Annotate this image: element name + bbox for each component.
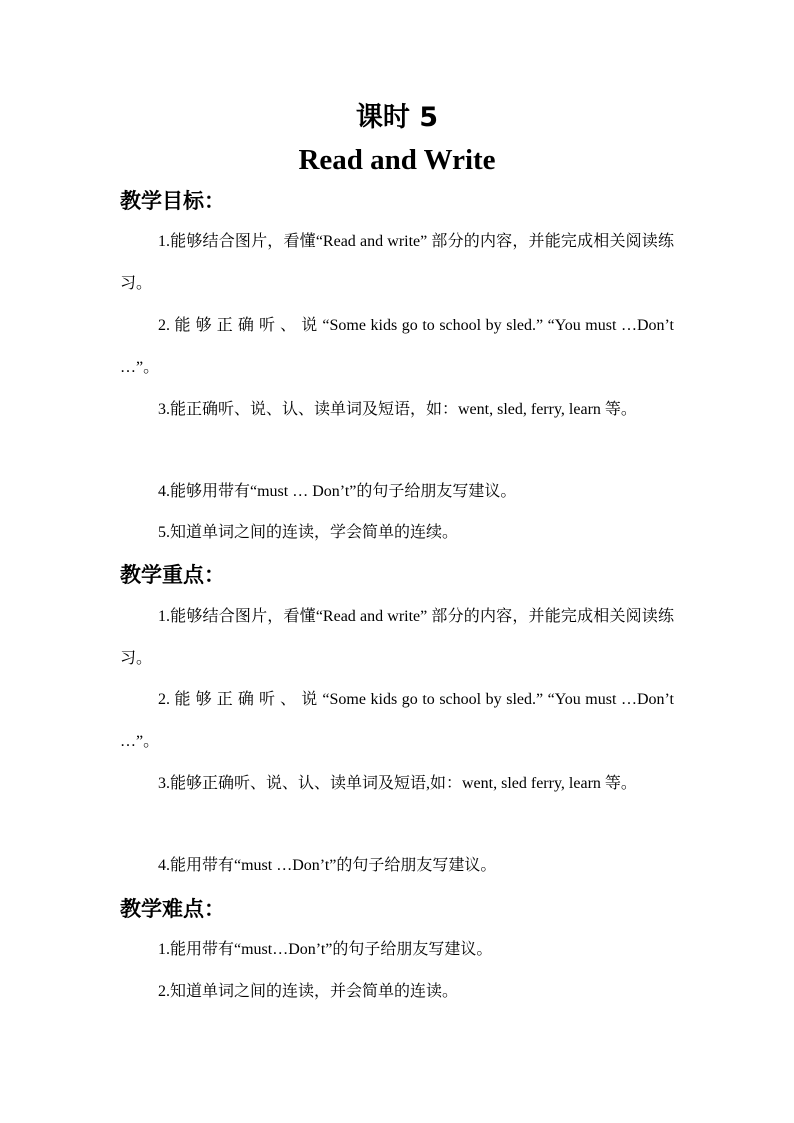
lesson-number-title: 课时 5 — [355, 102, 439, 133]
objective-item-2 — [120, 305, 674, 389]
key-point-item-4-text: 4.能用带有“must …Don’t”的句子给朋友写建议。 — [158, 857, 497, 874]
difficulty-item-1 — [120, 929, 674, 971]
section-heading-difficulties: 教学难点： — [120, 897, 225, 921]
objective-item-3-text: 3.能正确听、说、认、读单词及短语，如：went, sled, ferry, learn 等。 — [158, 401, 637, 418]
difficulty-item-2-text: 2.知道单词之间的连读，并会简单的连读。 — [158, 983, 459, 1000]
key-point-item-2-text: 2. 能 够 正 确 听 、 说 “Some kids go to school by sled.” “You must …Don’t …”。 — [120, 691, 674, 750]
objective-item-4 — [120, 471, 674, 513]
objective-item-5-text: 5.知道单词之间的连读，学会简单的连续。 — [158, 524, 459, 541]
difficulty-item-2 — [120, 971, 674, 1013]
key-point-item-1-text: 1.能够结合图片，看懂“Read and write” 部分的内容，并能完成相关阅读练习。 — [120, 608, 674, 667]
objective-item-1-text: 1.能够结合图片，看懂“Read and write” 部分的内容，并能完成相关阅读练习。 — [120, 233, 674, 292]
key-point-item-2 — [120, 679, 674, 763]
section-heading-objectives: 教学目标： — [120, 189, 225, 213]
difficulty-item-1-text: 1.能用带有“must…Don’t”的句子给朋友写建议。 — [158, 941, 493, 958]
key-point-item-3 — [120, 763, 674, 805]
section-heading-key-points: 教学重点： — [120, 563, 225, 587]
objective-item-1 — [120, 221, 674, 305]
objective-item-3 — [120, 389, 674, 431]
objective-item-2-text: 2. 能 够 正 确 听 、 说 “Some kids go to school by sled.” “You must …Don’t …”。 — [120, 317, 674, 376]
objective-item-5 — [120, 512, 674, 554]
lesson-title: Read and Write — [298, 144, 496, 176]
objective-item-4-text: 4.能够用带有“must … Don’t”的句子给朋友写建议。 — [158, 483, 517, 500]
key-point-item-1 — [120, 596, 674, 680]
key-point-item-4 — [120, 845, 674, 887]
key-point-item-3-text: 3.能够正确听、说、认、读单词及短语,如：went, sled ferry, learn 等。 — [158, 775, 637, 792]
